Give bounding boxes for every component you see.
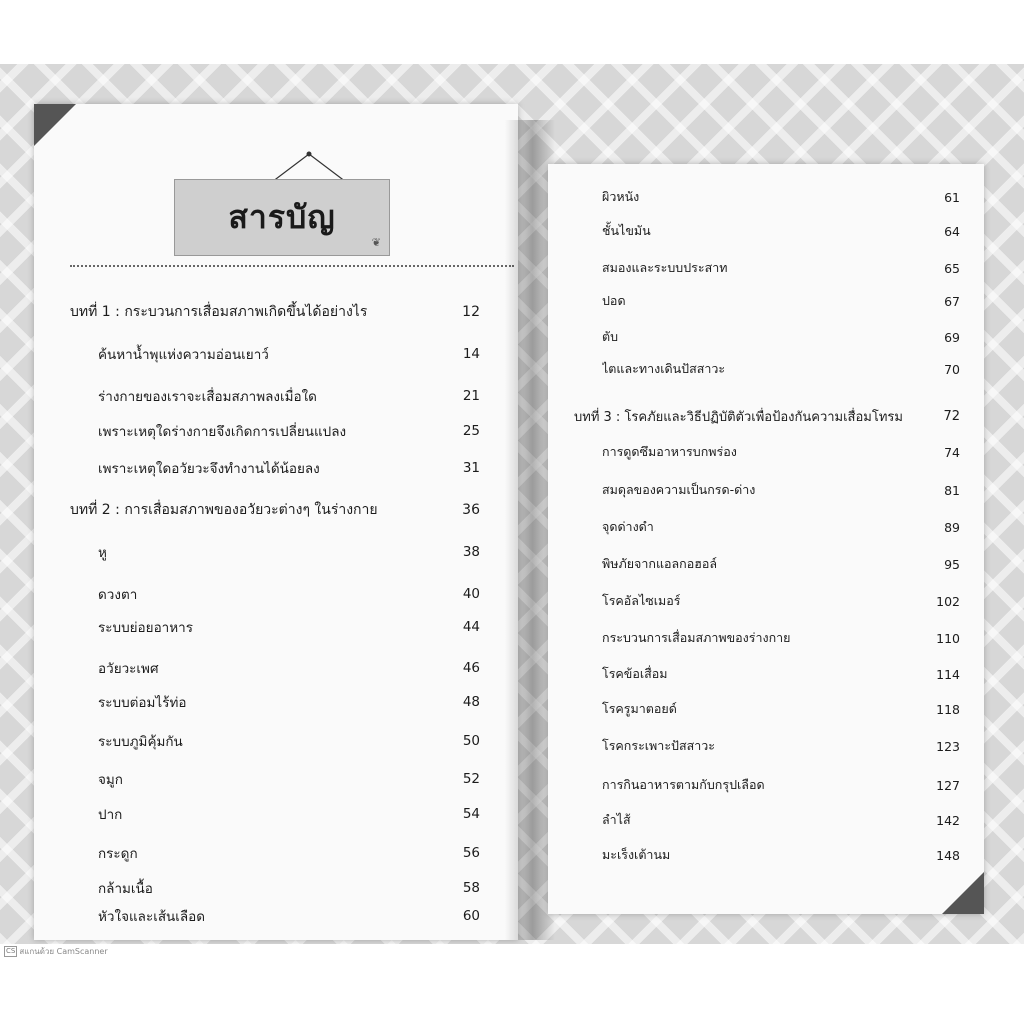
toc-entry-text: บทที่ 1 : กระบวนการเสื่อมสภาพเกิดขึ้นได้อย่างไร bbox=[70, 304, 368, 320]
corner-decoration bbox=[34, 104, 76, 146]
toc-entry-row bbox=[98, 728, 480, 754]
toc-entry-row bbox=[98, 766, 480, 792]
toc-entry-row bbox=[602, 288, 960, 314]
toc-entry-row bbox=[98, 801, 480, 827]
toc-entry-text: ชั้นไขมัน bbox=[602, 223, 651, 238]
watermark-text: สแกนด้วย CamScanner bbox=[19, 947, 108, 956]
toc-page-number: 21 bbox=[462, 388, 480, 404]
toc-page-number: 65 bbox=[944, 260, 960, 276]
toc-chapter-row bbox=[70, 299, 480, 325]
toc-page-number: 36 bbox=[462, 502, 480, 518]
toc-entry-text: ตับ bbox=[602, 329, 619, 344]
toc-entry-text: จุดด่างดำ bbox=[602, 519, 654, 534]
toc-entry-row bbox=[98, 840, 480, 866]
toc-page-number: 74 bbox=[944, 444, 960, 460]
toc-entry-row bbox=[98, 875, 480, 901]
toc-entry-row bbox=[98, 539, 480, 565]
toc-entry-text: กระดูก bbox=[98, 846, 138, 862]
toc-entry-text: โรครูมาตอยด์ bbox=[602, 701, 677, 716]
toc-page-number: 58 bbox=[462, 880, 480, 896]
toc-entry-row bbox=[602, 356, 960, 382]
toc-page-number: 14 bbox=[462, 346, 480, 362]
toc-entry-text: หู bbox=[98, 545, 107, 561]
toc-entry-row bbox=[602, 696, 960, 722]
toc-page-number: 60 bbox=[462, 908, 480, 924]
toc-entry-text: เพราะเหตุใดร่างกายจึงเกิดการเปลี่ยนแปลง bbox=[98, 424, 347, 440]
toc-page-number: 70 bbox=[944, 361, 960, 377]
toc-entry-row bbox=[98, 614, 480, 640]
toc-page-number: 46 bbox=[462, 660, 480, 676]
right-page bbox=[548, 164, 984, 914]
toc-entry-row bbox=[98, 383, 480, 409]
toc-page-number: 114 bbox=[936, 666, 960, 682]
toc-entry-text: การดูดซึมอาหารบกพร่อง bbox=[602, 444, 737, 459]
toc-entry-row bbox=[98, 455, 480, 481]
toc-page-number: 69 bbox=[944, 329, 960, 345]
toc-entry-row bbox=[602, 588, 960, 614]
toc-page-number: 61 bbox=[944, 189, 960, 205]
toc-entry-row bbox=[602, 661, 960, 687]
corner-decoration bbox=[942, 872, 984, 914]
toc-page-number: 67 bbox=[944, 293, 960, 309]
toc-entry-row bbox=[98, 341, 480, 367]
toc-page-number: 54 bbox=[462, 806, 480, 822]
toc-page-number: 38 bbox=[462, 544, 480, 560]
toc-entry-row bbox=[602, 625, 960, 651]
toc-entry-text: พิษภัยจากแอลกอฮอล์ bbox=[602, 556, 718, 571]
toc-entry-text: ดวงตา bbox=[98, 587, 138, 603]
toc-entry-text: ไตและทางเดินปัสสาวะ bbox=[602, 361, 726, 376]
toc-entry-text: อวัยวะเพศ bbox=[98, 661, 159, 677]
toc-entry-text: หัวใจและเส้นเลือด bbox=[98, 909, 206, 925]
toc-entry-text: มะเร็งเต้านม bbox=[602, 847, 671, 862]
toc-entry-text: สมองและระบบประสาท bbox=[602, 260, 728, 275]
toc-page-number: 50 bbox=[462, 733, 480, 749]
toc-entry-row bbox=[98, 418, 480, 444]
toc-page-number: 40 bbox=[462, 586, 480, 602]
toc-page-number: 95 bbox=[944, 556, 960, 572]
toc-entry-row bbox=[602, 184, 960, 210]
title-box bbox=[174, 179, 390, 256]
toc-entry-text: โรคข้อเสื่อม bbox=[602, 666, 668, 681]
toc-entry-text: บทที่ 3 : โรคภัยและวิธีปฏิบัติตัวเพื่อป้องกันความเสื่อมโทรม bbox=[574, 409, 903, 425]
toc-entry-row bbox=[602, 772, 960, 798]
toc-page-number: 48 bbox=[462, 694, 480, 710]
toc-entry-text: ระบบย่อยอาหาร bbox=[98, 620, 193, 636]
toc-entry-text: ระบบภูมิคุ้มกัน bbox=[98, 734, 183, 750]
toc-page-number: 118 bbox=[936, 701, 960, 717]
scanned-book-spread bbox=[0, 64, 1024, 944]
toc-entry-text: ปอด bbox=[602, 293, 626, 308]
toc-chapter-row bbox=[574, 403, 960, 429]
toc-entry-row bbox=[602, 551, 960, 577]
toc-page-number: 12 bbox=[462, 304, 480, 320]
toc-page-number: 31 bbox=[462, 460, 480, 476]
toc-page-number: 142 bbox=[936, 812, 960, 828]
toc-entry-text: ร่างกายของเราจะเสื่อมสภาพลงเมื่อใด bbox=[98, 389, 317, 405]
toc-entry-row bbox=[602, 324, 960, 350]
toc-entry-text: จมูก bbox=[98, 772, 123, 788]
camscanner-logo: CS bbox=[6, 947, 16, 955]
toc-page-number: 44 bbox=[462, 619, 480, 635]
toc-page-number: 102 bbox=[936, 593, 960, 609]
title-flourish-icon: ❦ bbox=[371, 236, 381, 249]
toc-entry-text: กระบวนการเสื่อมสภาพของร่างกาย bbox=[602, 630, 791, 645]
toc-page-number: 89 bbox=[944, 519, 960, 535]
toc-page-number: 64 bbox=[944, 223, 960, 239]
toc-page-number: 52 bbox=[462, 771, 480, 787]
toc-page-number: 25 bbox=[462, 423, 480, 439]
toc-entry-text: เพราะเหตุใดอวัยวะจึงทำงานได้น้อยลง bbox=[98, 461, 320, 477]
toc-entry-text: ลำไส้ bbox=[602, 812, 631, 827]
toc-page-number: 148 bbox=[936, 847, 960, 863]
toc-entry-row bbox=[602, 218, 960, 244]
toc-entry-text: ระบบต่อมไร้ท่อ bbox=[98, 695, 187, 711]
toc-entry-row bbox=[98, 655, 480, 681]
toc-entry-text: ผิวหนัง bbox=[602, 189, 640, 204]
toc-page-number: 123 bbox=[936, 738, 960, 754]
divider bbox=[70, 265, 514, 267]
toc-entry-row bbox=[98, 581, 480, 607]
toc-entry-row bbox=[602, 733, 960, 759]
toc-page-number: 110 bbox=[936, 630, 960, 646]
scanner-watermark bbox=[4, 945, 108, 958]
toc-entry-text: กล้ามเนื้อ bbox=[98, 881, 153, 897]
toc-entry-row bbox=[602, 842, 960, 868]
toc-page-number: 56 bbox=[462, 845, 480, 861]
toc-page-number: 127 bbox=[936, 777, 960, 793]
toc-entry-row bbox=[602, 255, 960, 281]
toc-entry-row bbox=[602, 439, 960, 465]
toc-entry-row bbox=[602, 807, 960, 833]
toc-entry-text: โรคกระเพาะปัสสาวะ bbox=[602, 738, 715, 753]
toc-entry-text: สมดุลของความเป็นกรด-ด่าง bbox=[602, 482, 756, 497]
toc-entry-text: ปาก bbox=[98, 807, 123, 823]
toc-entry-row bbox=[98, 689, 480, 715]
toc-entry-text: ค้นหาน้ำพุแห่งความอ่อนเยาว์ bbox=[98, 347, 269, 363]
page-title: สารบัญ bbox=[228, 198, 336, 236]
toc-entry-row bbox=[602, 477, 960, 503]
toc-chapter-row bbox=[70, 497, 480, 523]
toc-entry-text: การกินอาหารตามกับกรุปเลือด bbox=[602, 777, 765, 792]
toc-page-number: 72 bbox=[943, 408, 960, 424]
left-page bbox=[34, 104, 518, 940]
toc-page-number: 81 bbox=[944, 482, 960, 498]
toc-entry-text: บทที่ 2 : การเสื่อมสภาพของอวัยวะต่างๆ ในร่างกาย bbox=[70, 502, 378, 518]
toc-entry-text: โรคอัลไซเมอร์ bbox=[602, 593, 681, 608]
toc-entry-row bbox=[602, 514, 960, 540]
toc-entry-row bbox=[98, 903, 480, 929]
